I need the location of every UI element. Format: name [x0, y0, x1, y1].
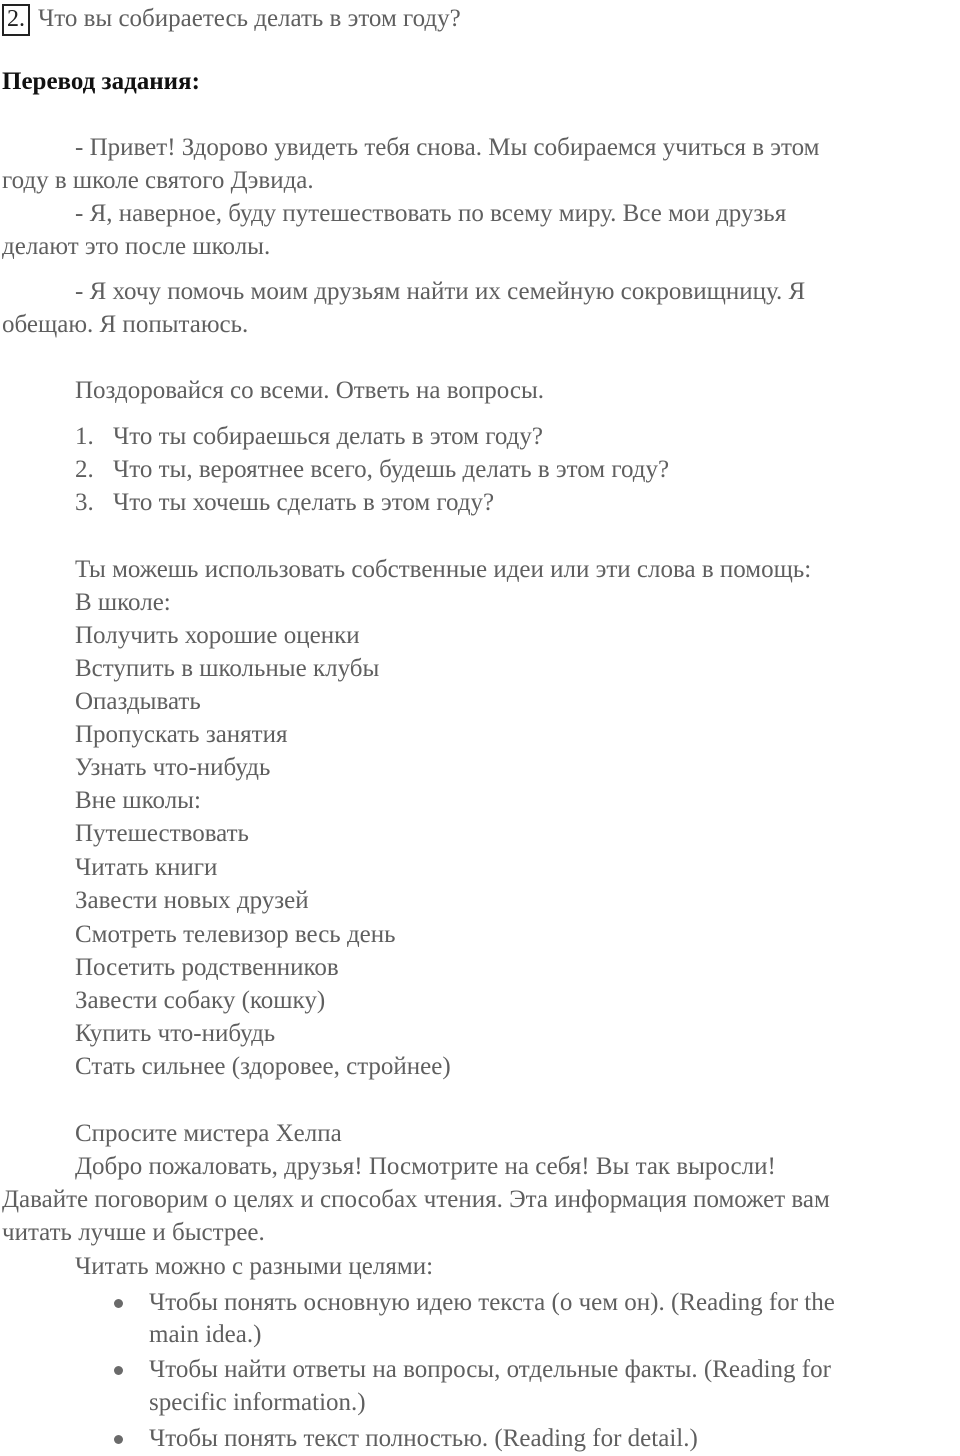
idea-item: Пропускать занятия: [75, 721, 288, 748]
idea-item: Посетить родственников: [75, 954, 339, 981]
dialog-line: делают это после школы.: [2, 233, 271, 260]
question-text: Что ты собираешься делать в этом году?: [113, 423, 543, 450]
idea-item: Путешествовать: [75, 820, 249, 847]
idea-item: Получить хорошие оценки: [75, 622, 360, 649]
idea-item: Купить что-нибудь: [75, 1020, 276, 1047]
dialog-line: - Я, наверное, буду путешествовать по всему миру. Все мои друзья: [75, 200, 787, 227]
help-title: Спросите мистера Хелпа: [75, 1120, 342, 1147]
question-number: 3.: [75, 489, 94, 516]
idea-item: Опаздывать: [75, 688, 201, 715]
idea-item: Завести новых друзей: [75, 887, 309, 914]
dialog-line: году в школе святого Дэвида.: [2, 167, 314, 194]
dialog-line: - Привет! Здорово увидеть тебя снова. Мы собираемся учиться в этом: [75, 134, 820, 161]
bullet-icon: [114, 1299, 123, 1308]
purpose-line: main idea.): [149, 1321, 262, 1348]
idea-item: Вне школы:: [75, 787, 201, 814]
purpose-line: specific information.): [149, 1389, 366, 1416]
question-item: [75, 422, 543, 452]
purpose-line: Чтобы понять текст полностью. (Reading for detail.): [149, 1425, 698, 1452]
idea-item: Смотреть телевизор весь день: [75, 921, 396, 948]
question-item: [75, 455, 669, 485]
task-header: [2, 4, 461, 36]
question-number: 2.: [75, 456, 94, 483]
instruction: Поздоровайся со всеми. Ответь на вопросы.: [75, 377, 545, 404]
question-item: [75, 488, 494, 518]
task-number-box: 2.: [2, 4, 30, 36]
ideas-intro: Ты можешь использовать собственные идеи или эти слова в помощь:: [75, 556, 812, 583]
task-title: Что вы собираетесь делать в этом году?: [38, 5, 461, 32]
dialog-line: - Я хочу помочь моим друзьям найти их семейную сокровищницу. Я: [75, 278, 806, 305]
question-text: Что ты хочешь сделать в этом году?: [113, 489, 495, 516]
idea-item: Вступить в школьные клубы: [75, 655, 380, 682]
idea-item: Читать книги: [75, 854, 218, 881]
idea-item: Стать сильнее (здоровее, стройнее): [75, 1053, 451, 1080]
question-number: 1.: [75, 423, 94, 450]
purpose-line: Чтобы понять основную идею текста (о чем он). (Reading for the: [149, 1289, 835, 1316]
question-text: Что ты, вероятнее всего, будешь делать в этом году?: [113, 456, 670, 483]
translation-heading: Перевод задания:: [2, 68, 200, 95]
idea-item: В школе:: [75, 589, 171, 616]
idea-item: Завести собаку (кошку): [75, 987, 326, 1014]
dialog-line: обещаю. Я попытаюсь.: [2, 311, 249, 338]
idea-item: Узнать что-нибудь: [75, 754, 271, 781]
help-text-line: Добро пожаловать, друзья! Посмотрите на себя! Вы так выросли!: [75, 1153, 776, 1180]
help-text-line: Давайте поговорим о целях и способах чтения. Эта информация поможет вам: [2, 1186, 830, 1213]
help-text-line: читать лучше и быстрее.: [2, 1219, 265, 1246]
bullet-icon: [114, 1435, 123, 1444]
purpose-line: Чтобы найти ответы на вопросы, отдельные факты. (Reading for: [149, 1356, 831, 1383]
bullet-icon: [114, 1366, 123, 1375]
purposes-intro: Читать можно с разными целями:: [75, 1253, 434, 1280]
